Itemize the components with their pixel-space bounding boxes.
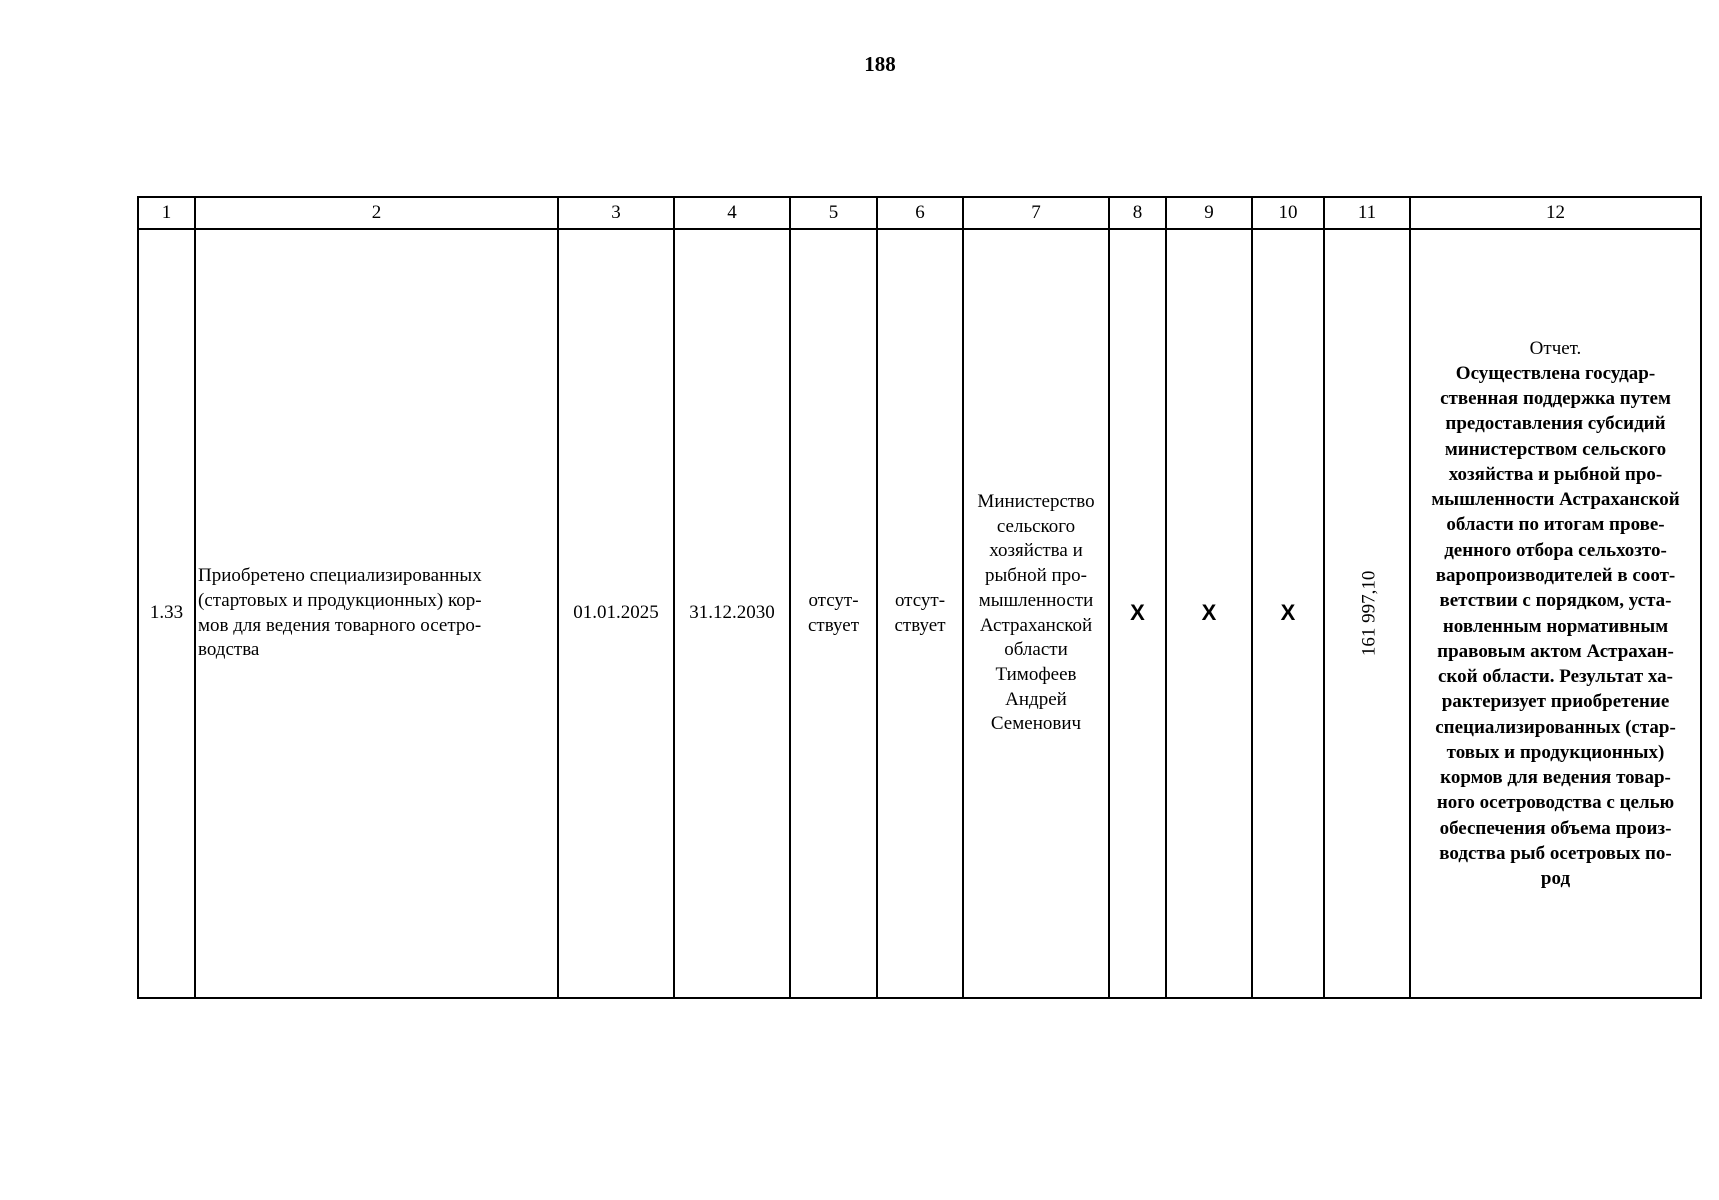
- responsible-line: Тимофеев: [995, 663, 1077, 685]
- responsible-cell: [963, 229, 1109, 998]
- responsible-line: Астраханской: [979, 614, 1093, 636]
- measures-table: [137, 196, 1702, 999]
- amount-cell: [1324, 229, 1410, 998]
- note-line: род: [1540, 868, 1571, 890]
- column-number-5: 5: [790, 197, 877, 229]
- column-5-line: отсут-: [808, 589, 859, 611]
- note-line: министерством сельского: [1444, 438, 1667, 460]
- note-line: кормов для ведения товар-: [1440, 767, 1671, 789]
- responsible-line: хозяйства и: [989, 540, 1083, 562]
- note-line: водства рыб осетровых по-: [1439, 842, 1672, 864]
- amount-value: 161 997,10: [1358, 570, 1380, 657]
- column-number-10: 10: [1252, 197, 1324, 229]
- note-line: предоставления субсидий: [1445, 413, 1666, 435]
- measure-name-line: мов для ведения товарного осетро-: [198, 614, 482, 636]
- column-8-cell: X: [1109, 229, 1166, 998]
- column-number-3: 3: [558, 197, 674, 229]
- responsible-line: Семенович: [990, 713, 1082, 735]
- column-number-11: 11: [1324, 197, 1410, 229]
- note-line: хозяйства и рыбной про-: [1448, 463, 1663, 485]
- note-line: обеспечения объема произ-: [1439, 817, 1672, 839]
- note-line: мышленности Астраханской: [1431, 489, 1680, 511]
- note-line: ного осетроводства с целью: [1436, 792, 1675, 814]
- note-line: новленным нормативным: [1442, 615, 1669, 637]
- measure-name-line: Приобретено специализированных: [198, 565, 482, 587]
- responsible-line: Андрей: [1005, 688, 1067, 710]
- column-5-cell: [790, 229, 877, 998]
- table-row: [138, 229, 1701, 998]
- note-line: денного отбора сельхозто-: [1444, 539, 1667, 561]
- note-line: области по итогам прове-: [1446, 514, 1665, 536]
- note-body: [1413, 361, 1698, 892]
- end-date-cell: 31.12.2030: [674, 229, 790, 998]
- responsible-line: мышленности: [978, 589, 1094, 611]
- start-date-cell: 01.01.2025: [558, 229, 674, 998]
- column-6-line: ствует: [894, 614, 946, 636]
- column-5-line: ствует: [807, 614, 860, 636]
- responsible-line: Министерство: [977, 491, 1095, 513]
- responsible-line: области: [1004, 639, 1068, 661]
- row-number-cell: 1.33: [138, 229, 195, 998]
- column-6-cell: [877, 229, 963, 998]
- note-line: рактеризует приобретение: [1441, 691, 1670, 713]
- measure-name-line: (стартовых и продукционных) кор-: [198, 589, 482, 611]
- column-number-2: 2: [195, 197, 558, 229]
- measure-name-line: водства: [198, 639, 260, 661]
- note-line: правовым актом Астрахан-: [1437, 640, 1674, 662]
- note-line: ской области. Результат ха-: [1438, 666, 1673, 688]
- note-line: товых и продукционных): [1446, 741, 1665, 763]
- column-10-cell: X: [1252, 229, 1324, 998]
- note-title: Отчет.: [1529, 337, 1582, 359]
- column-number-12: 12: [1410, 197, 1701, 229]
- responsible-line: сельского: [996, 515, 1076, 537]
- note-line: Осуществлена государ-: [1455, 362, 1656, 384]
- page-number: 188: [864, 52, 896, 76]
- column-number-7: 7: [963, 197, 1109, 229]
- responsible-line: рыбной про-: [984, 565, 1087, 587]
- note-line: ственная поддержка путем: [1440, 388, 1671, 410]
- measure-name-cell: [195, 229, 558, 998]
- note-block: [1413, 336, 1698, 892]
- column-6-line: отсут-: [894, 589, 946, 611]
- column-number-8: 8: [1109, 197, 1166, 229]
- note-line: варопроизводителей в соот-: [1435, 564, 1676, 586]
- column-number-6: 6: [877, 197, 963, 229]
- column-number-row: [138, 197, 1701, 229]
- note-line: ветствии с порядком, уста-: [1439, 590, 1672, 612]
- note-line: специализированных (стар-: [1435, 716, 1676, 738]
- column-number-4: 4: [674, 197, 790, 229]
- column-number-9: 9: [1166, 197, 1252, 229]
- note-cell: [1410, 229, 1701, 998]
- column-9-cell: X: [1166, 229, 1252, 998]
- column-number-1: 1: [138, 197, 195, 229]
